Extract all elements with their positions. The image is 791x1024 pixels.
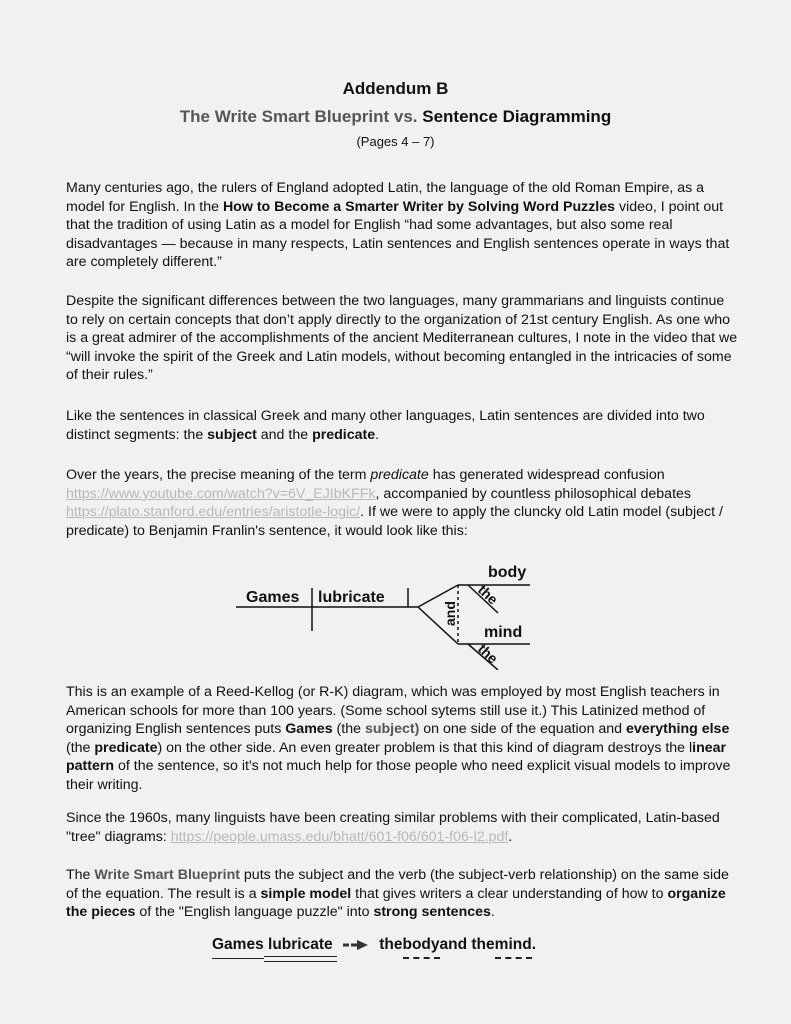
p7-simple-model: simple model: [260, 885, 352, 902]
p5-text-6: of the sentence, so it's not much help for those people who need explicit visual models to improve their writing.: [66, 758, 731, 793]
p5-predicate: predicate: [94, 739, 158, 756]
page-range: (Pages 4 – 7): [356, 134, 435, 149]
p4-text-3: , accompanied by countless philosophical debates: [375, 485, 691, 502]
p1-text-2: video, I point out that the tradition of using Latin as a model for English “had some advantages, but also some real disadvantages — because in many respects, Latin sentences and English sentences operate in ways that are completely different.”: [66, 198, 730, 271]
formula-subject: Games: [212, 936, 264, 953]
p5-games: Games: [285, 721, 333, 738]
p4-predicate-term: predicate: [370, 467, 429, 483]
page-subtitle: [0, 107, 791, 127]
p3-predicate: predicate: [312, 426, 376, 443]
p1-text: Many centuries ago, the rulers of England adopted Latin, the language of the old Roman Empire, as a model for English. In the: [66, 180, 705, 215]
p4-text-2: has generated widespread confusion: [428, 467, 665, 483]
diagram-determiner-1: the: [474, 581, 502, 608]
p7-organize: organize the pieces: [66, 885, 726, 921]
p5-text-2: (the: [332, 721, 365, 738]
paragraph-4: [66, 466, 738, 540]
youtube-link[interactable]: https://www.youtube.com/watch?v=6V_EJIbKFFk: [66, 485, 376, 502]
subtitle-part1: The Write Smart Blueprint: [179, 107, 394, 126]
paragraph-3: [66, 407, 738, 444]
formula-object-1: body: [402, 936, 440, 953]
p4-text: Over the years, the precise meaning of the term: [66, 467, 371, 483]
p5-text-5: ) on the other side. An even greater problem is that this kind of diagram destroys the l: [157, 739, 693, 756]
p5-text-4: (the: [66, 739, 95, 756]
arrow-right-icon: [343, 939, 369, 951]
diagram-determiner-2: the: [474, 640, 502, 667]
formula-period: .: [531, 936, 536, 953]
p7-blueprint: Write Smart Blueprint: [94, 867, 240, 883]
paragraph-1: [66, 179, 738, 272]
p6-text-2: .: [508, 828, 513, 845]
subtitle-vs: vs.: [393, 107, 418, 126]
page-title: Addendum B: [342, 79, 449, 98]
stanford-link[interactable]: https://plato.stanford.edu/entries/aristotle-logic/: [66, 504, 361, 521]
p6-text: Since the 1960s, many linguists have been creating similar problems with their complicated, Latin-based "tree" diagrams:: [66, 810, 720, 845]
p7-text-2: puts the subject and the verb (the subject-verb relationship) on the same side of the equation. The result is a: [66, 867, 729, 902]
p3-text-3: .: [375, 426, 380, 443]
p1-video-title: How to Become a Smarter Writer by Solving Word Puzzles: [222, 198, 616, 215]
paragraph-7: [66, 866, 738, 922]
diagram-conjunction: and: [442, 601, 458, 626]
p4-text-4: . If we were to apply the cluncky old Latin model (subject / predicate) to Benjamin Franlin's sentence, it would look like this:: [66, 504, 723, 539]
diagram-verb: lubricate: [318, 589, 385, 606]
p5-everything-else: everything else: [626, 721, 730, 738]
p5-text: This is an example of a Reed-Kellog (or R-K) diagram, which was employed by most English teachers in American schools for more than 100 years. (Some school sytems still use it.) This Latinized method of organizing English sentences puts: [66, 684, 720, 738]
p7-text-3: that gives writers a clear understanding of how to: [351, 885, 668, 902]
p5-subject: subject): [364, 721, 420, 738]
p5-linear-pattern: inear pattern: [66, 739, 727, 775]
umass-link[interactable]: https://people.umass.edu/bhatt/601-f06/601-f06-l2.pdf: [170, 828, 509, 845]
formula-object-2: mind: [494, 936, 532, 953]
formula-verb: lubricate: [268, 936, 333, 953]
blueprint-formula: [212, 936, 536, 954]
diagram-object-1: body: [488, 564, 527, 581]
paragraph-5: [66, 683, 738, 795]
p3-subject: subject: [207, 426, 257, 443]
diagram-subject: Games: [246, 589, 300, 606]
formula-article-1: the: [379, 936, 403, 953]
diagram-object-2: mind: [484, 624, 523, 641]
p7-text-5: .: [490, 904, 495, 921]
p3-text-2: and the: [256, 426, 313, 443]
p3-text: Like the sentences in classical Greek and many other languages, Latin sentences are divided into two distinct segments: the: [66, 408, 705, 443]
p7-text: The: [66, 867, 95, 883]
p7-text-4: of the "English language puzzle" into: [135, 904, 374, 921]
formula-conjunction: and the: [439, 936, 495, 953]
paragraph-2: Despite the significant differences between the two languages, many grammarians and linguists continue to rely on certain concepts that don’t apply directly to the organization of 21st century English. As one who is a great admirer of the accomplishments of the ancient Mediterranean cultures, I note in the video that we “will invoke the spirit of the Greek and Latin models, without becoming entangled in the intricacies of some of their rules.”: [66, 293, 738, 384]
p5-text-3: on one side of the equation and: [419, 721, 627, 738]
subtitle-part2: Sentence Diagramming: [417, 107, 612, 126]
reed-kellogg-diagram: [230, 558, 550, 670]
p7-strong-sentences: strong sentences: [373, 904, 491, 921]
paragraph-6: [66, 809, 738, 846]
